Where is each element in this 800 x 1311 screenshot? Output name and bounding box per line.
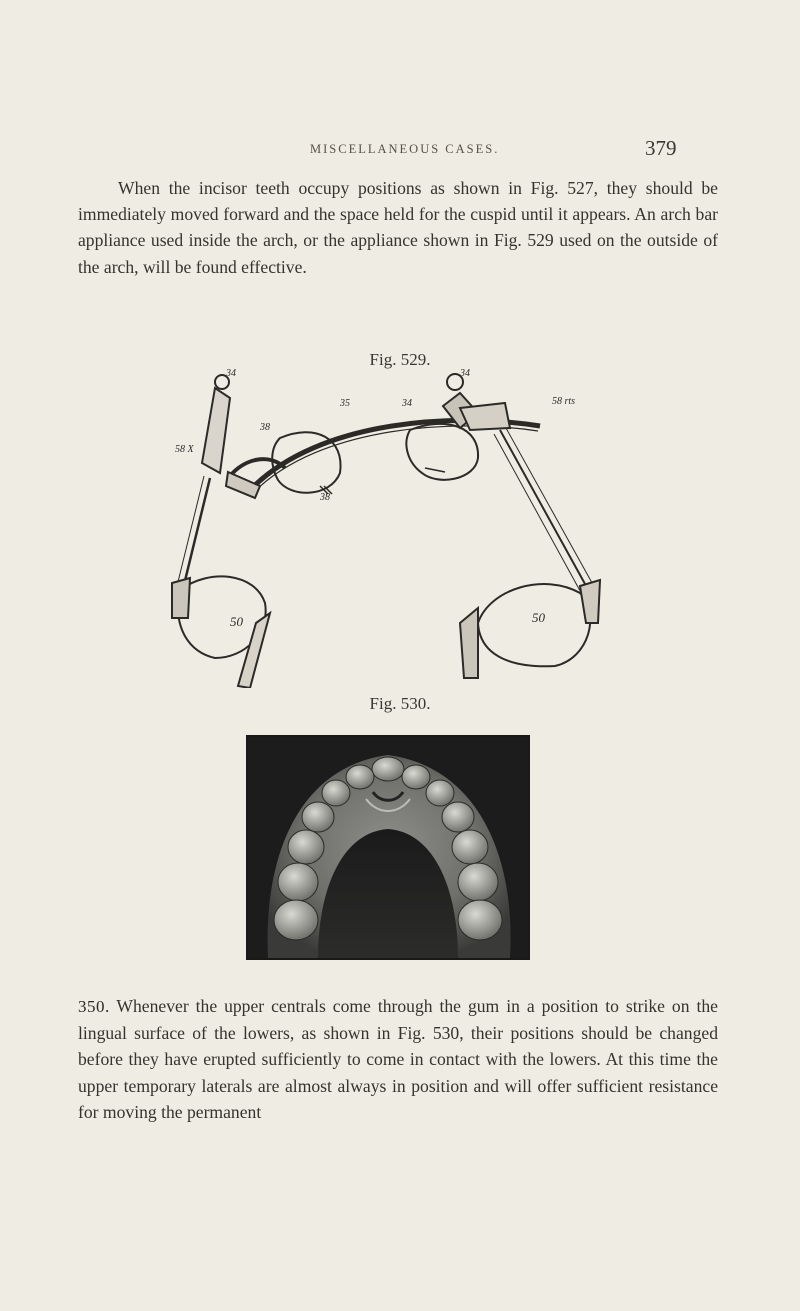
fig529-label-4: 38 xyxy=(260,422,270,433)
fig529-label-10: 50 xyxy=(532,610,545,625)
running-head: MISCELLANEOUS CASES. xyxy=(310,142,500,156)
fig529-label-9: 50 xyxy=(230,614,243,629)
fig529-label-6: 34 xyxy=(402,398,412,409)
section-number: 350. xyxy=(78,997,110,1016)
fig529-label-8: 38 xyxy=(320,492,330,503)
figure-529-caption: Fig. 529. xyxy=(369,350,431,369)
figure-530-caption: Fig. 530. xyxy=(369,694,431,713)
dental-cast-image xyxy=(248,737,528,958)
page-header xyxy=(0,136,800,166)
fig529-label-3: 58 X xyxy=(175,444,194,455)
page-number: 379 xyxy=(645,136,677,160)
fig529-label-2: 34 xyxy=(460,368,470,379)
fig529-label-5: 35 xyxy=(340,398,350,409)
paragraph-1: When the incisor teeth occupy positions as shown in Fig. 527, they should be immediately moved forward and the space held for the cuspid until it appears. An arch bar appliance used inside the arch, or the appliance shown in Fig. 529 used on the outside of the arch, will be found effective. xyxy=(78,178,718,277)
figure-529-drawing xyxy=(160,368,620,688)
paragraph-2-text: Whenever the upper centrals come through the gum in a position to strike on the lingual surface of the lowers, as shown in Fig. 530, their positions should be changed before they have erupted sufficiently to come in contact with the lowers. At this time the upper temporary laterals are almost always in position and will offer sufficient resistance for moving the permanent xyxy=(78,996,718,1122)
figure-530-photo xyxy=(246,735,530,960)
fig529-label-1: 34 xyxy=(226,368,236,379)
paragraph-2 xyxy=(78,993,718,1125)
fig529-label-7: 58 rts xyxy=(552,396,576,407)
